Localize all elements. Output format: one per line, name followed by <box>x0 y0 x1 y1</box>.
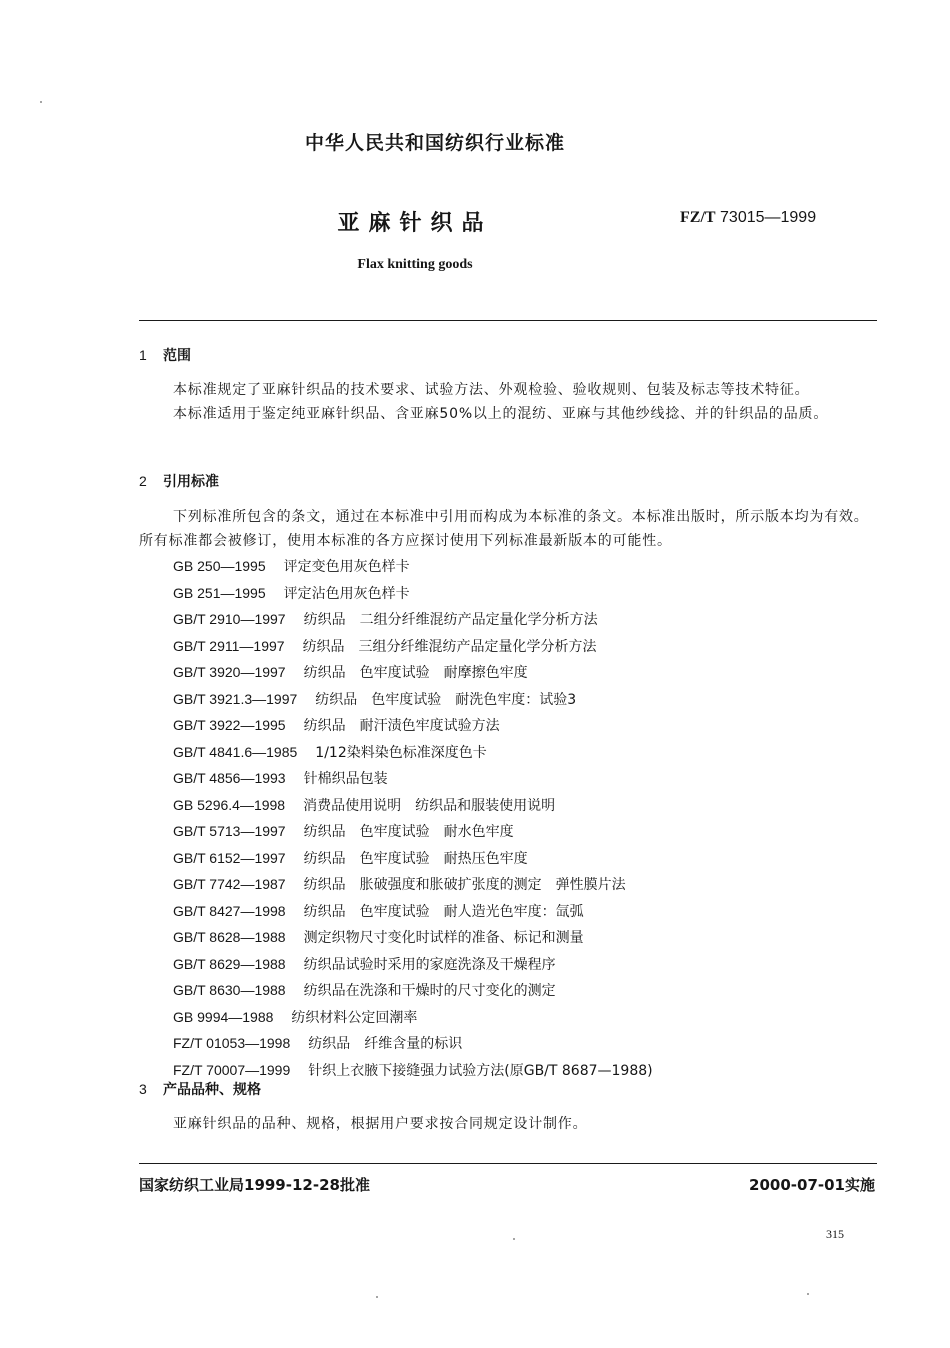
reference-item <box>173 899 653 926</box>
reference-title: 纺织品 三组分纤维混纺产品定量化学分析方法 <box>302 638 597 655</box>
scan-speck <box>513 1238 515 1240</box>
reference-item <box>173 554 653 581</box>
reference-title: 纺织品 色牢度试验 耐洗色牢度：试验3 <box>315 691 577 708</box>
reference-code: GB 5296.4—1998 <box>173 796 286 813</box>
paragraph: 下列标准所包含的条文，通过在本标准中引用而构成为本标准的条文。本标准出版时，所示版本均为有效。所有标准都会被修订，使用本标准的各方应探讨使用下列标准最新版本的可能性。 <box>139 509 869 549</box>
reference-item <box>173 1005 653 1032</box>
section-3-heading <box>139 1079 261 1099</box>
reference-code: GB/T 3922—1995 <box>173 717 286 733</box>
section-2-intro <box>139 505 877 553</box>
paragraph: 本标准规定了亚麻针织品的技术要求、试验方法、外观检验、验收规则、包装及标志等技术特征。 <box>173 382 810 398</box>
reference-item <box>173 846 653 873</box>
reference-title: 纺织品 色牢度试验 耐人造光色牢度：氙弧 <box>303 903 584 920</box>
section-2-heading <box>139 471 219 491</box>
reference-item <box>173 978 653 1005</box>
header-divider <box>139 320 877 321</box>
reference-code: GB/T 2911—1997 <box>173 637 285 654</box>
reference-code: GB/T 8427—1998 <box>173 902 286 919</box>
reference-item <box>173 872 653 899</box>
reference-item <box>173 766 653 793</box>
section-title: 范围 <box>163 348 191 364</box>
reference-list <box>173 554 653 1084</box>
section-number: 3 <box>139 1081 147 1097</box>
reference-code: GB/T 3921.3—1997 <box>173 690 298 707</box>
reference-title: 1/12染料染色标准深度色卡 <box>315 744 487 761</box>
section-title: 引用标准 <box>163 474 219 490</box>
reference-item <box>173 925 653 952</box>
scan-speck <box>376 1296 378 1298</box>
reference-title: 评定变色用灰色样卡 <box>283 559 410 575</box>
section-title: 产品品种、规格 <box>163 1082 261 1098</box>
reference-title: 纺织品试验时采用的家庭洗涤及干燥程序 <box>303 956 556 973</box>
section-number: 1 <box>139 347 147 363</box>
reference-item <box>173 819 653 846</box>
approval-note: 国家纺织工业局1999-12-28批准 <box>139 1176 370 1194</box>
reference-code: GB/T 2910—1997 <box>173 611 286 627</box>
reference-code: GB/T 8629—1988 <box>173 955 286 972</box>
reference-code: GB/T 5713—1997 <box>173 823 286 839</box>
reference-item <box>173 793 653 820</box>
scan-speck <box>807 1293 809 1295</box>
reference-code: GB/T 4856—1993 <box>173 770 286 786</box>
reference-title: 纺织品 色牢度试验 耐摩擦色牢度 <box>303 665 528 681</box>
reference-title: 评定沾色用灰色样卡 <box>283 585 410 602</box>
reference-code: GB/T 8628—1988 <box>173 929 286 945</box>
paragraph: 亚麻针织品的品种、规格，根据用户要求按合同规定设计制作。 <box>173 1116 588 1132</box>
reference-title: 纺织材料公定回潮率 <box>291 1009 418 1026</box>
page-number: 315 <box>826 1227 844 1241</box>
reference-code: GB/T 8630—1988 <box>173 982 286 998</box>
reference-code: FZ/T 01053—1998 <box>173 1035 291 1051</box>
reference-code: GB/T 3920—1997 <box>173 664 286 680</box>
reference-title: 纺织品 胀破强度和胀破扩张度的测定 弹性膜片法 <box>303 877 626 893</box>
paragraph: 本标准适用于鉴定纯亚麻针织品、含亚麻50%以上的混纺、亚麻与其他纱线捻、并的针织品的品质。 <box>173 406 829 422</box>
reference-item <box>173 952 653 979</box>
reference-code: FZ/T 70007—1999 <box>173 1061 291 1078</box>
reference-item <box>173 634 653 661</box>
reference-title: 纺织品 色牢度试验 耐水色牢度 <box>303 824 514 840</box>
reference-title: 针织上衣腋下接缝强力试验方法(原GB/T 8687—1988) <box>308 1062 653 1079</box>
scan-speck <box>40 101 42 103</box>
reference-title: 纺织品 二组分纤维混纺产品定量化学分析方法 <box>303 612 598 628</box>
reference-item <box>173 713 653 740</box>
footer-divider <box>139 1163 877 1164</box>
reference-code: GB 251—1995 <box>173 584 266 601</box>
reference-item <box>173 607 653 634</box>
standard-category: 中华人民共和国纺织行业标准 <box>304 132 565 154</box>
reference-code: GB/T 4841.6—1985 <box>173 743 298 760</box>
document-title: 亚麻针织品 <box>337 211 493 236</box>
standard-code-number: 73015—1999 <box>720 209 817 226</box>
reference-title: 纺织品 耐汗渍色牢度试验方法 <box>303 718 500 734</box>
standard-code <box>680 209 816 227</box>
reference-code: GB/T 6152—1997 <box>173 849 286 866</box>
reference-code: GB/T 7742—1987 <box>173 876 286 892</box>
reference-item <box>173 581 653 608</box>
implementation-date: 2000-07-01实施 <box>749 1176 875 1194</box>
reference-title: 针棉织品包装 <box>303 771 388 787</box>
reference-item <box>173 687 653 714</box>
reference-title: 纺织品 纤维含量的标识 <box>308 1036 463 1052</box>
english-title: Flax knitting goods <box>357 257 473 272</box>
reference-item <box>173 740 653 767</box>
reference-title: 纺织品在洗涤和干燥时的尺寸变化的测定 <box>303 983 556 999</box>
section-number: 2 <box>139 473 147 489</box>
reference-code: GB 9994—1988 <box>173 1008 274 1025</box>
reference-item <box>173 660 653 687</box>
section-1-body <box>139 378 877 426</box>
standard-code-prefix: FZ/T <box>680 209 716 226</box>
section-1-heading <box>139 345 191 365</box>
reference-title: 纺织品 色牢度试验 耐热压色牢度 <box>303 850 528 867</box>
reference-title: 消费品使用说明 纺织品和服装使用说明 <box>303 797 556 814</box>
section-3-body <box>139 1112 877 1136</box>
reference-item <box>173 1031 653 1058</box>
reference-title: 测定织物尺寸变化时试样的准备、标记和测量 <box>303 930 584 946</box>
reference-code: GB 250—1995 <box>173 558 266 574</box>
